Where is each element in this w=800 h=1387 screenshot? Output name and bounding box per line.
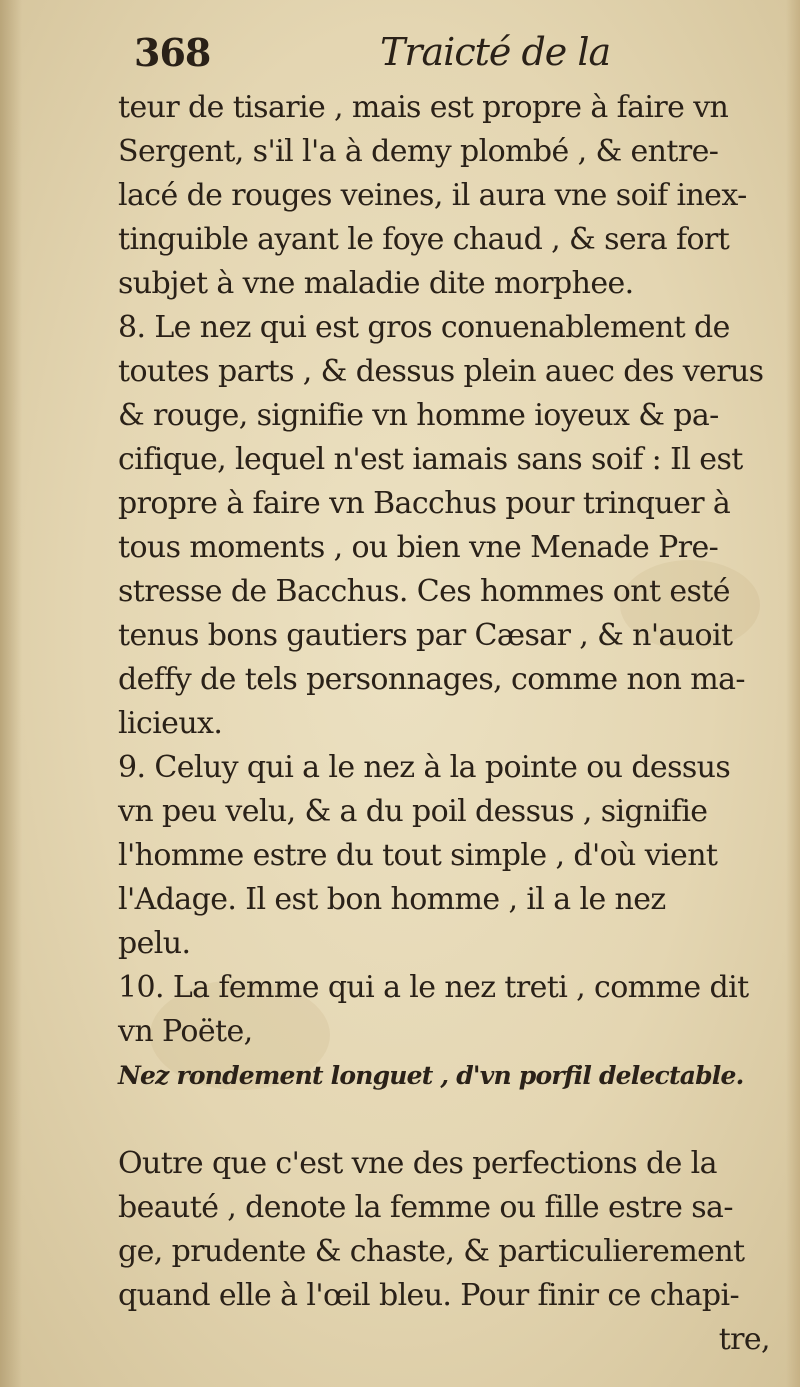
- text-line: Sergent, s'il l'a à demy plombé , & entre-: [118, 134, 719, 169]
- text-line: 9. Celuy qui a le nez à la pointe ou dessus: [118, 750, 731, 785]
- page-number: 368: [134, 30, 211, 75]
- paragraph-gap: [118, 1098, 778, 1142]
- catchword: tre,: [718, 1322, 770, 1357]
- text-line: lacé de rouges veines, il aura vne soif inex-: [118, 178, 747, 213]
- text-line: 10. La femme qui a le nez treti , comme dit: [118, 970, 749, 1005]
- text-line: vn peu velu, & a du poil dessus , signifie: [118, 794, 708, 829]
- verse-line: Nez rondement longuet , d'vn porfil delectable.: [118, 1061, 744, 1090]
- text-line: pelu.: [118, 926, 191, 961]
- text-line: propre à faire vn Bacchus pour trinquer à: [118, 486, 731, 521]
- text-line: stresse de Bacchus. Ces hommes ont esté: [118, 574, 730, 609]
- text-line: & rouge, signifie vn homme ioyeux & pa-: [118, 398, 719, 433]
- text-line: beauté , denote la femme ou fille estre sa-: [118, 1190, 733, 1225]
- text-line: l'homme estre du tout simple , d'où vient: [118, 838, 718, 873]
- page-edge-shadow-left: [0, 0, 22, 1387]
- text-line: deffy de tels personnages, comme non ma-: [118, 662, 745, 697]
- running-head: Traicté de la: [380, 30, 611, 74]
- text-line: toutes parts , & dessus plein auec des verus: [118, 354, 764, 389]
- page-header: [120, 30, 680, 80]
- text-line: tinguible ayant le foye chaud , & sera fort: [118, 222, 730, 257]
- text-line: vn Poëte,: [118, 1014, 253, 1049]
- text-line: teur de tisarie , mais est propre à faire vn: [118, 90, 729, 125]
- text-line: subjet à vne maladie dite morphee.: [118, 266, 634, 301]
- text-line: Outre que c'est vne des perfections de la: [118, 1146, 717, 1181]
- text-line: tenus bons gautiers par Cæsar , & n'auoit: [118, 618, 733, 653]
- text-line: ge, prudente & chaste, & particulierement: [118, 1234, 745, 1269]
- text-line: l'Adage. Il est bon homme , il a le nez: [118, 882, 666, 917]
- text-line: tous moments , ou bien vne Menade Pre-: [118, 530, 719, 565]
- text-line: 8. Le nez qui est gros conuenablement de: [118, 310, 730, 345]
- text-line: quand elle à l'œil bleu. Pour finir ce chapi-: [118, 1278, 740, 1313]
- text-line: licieux.: [118, 706, 223, 741]
- body-text: [118, 86, 778, 1362]
- text-line: cifique, lequel n'est iamais sans soif : Il est: [118, 442, 743, 477]
- page-edge-shadow-right: [786, 0, 800, 1387]
